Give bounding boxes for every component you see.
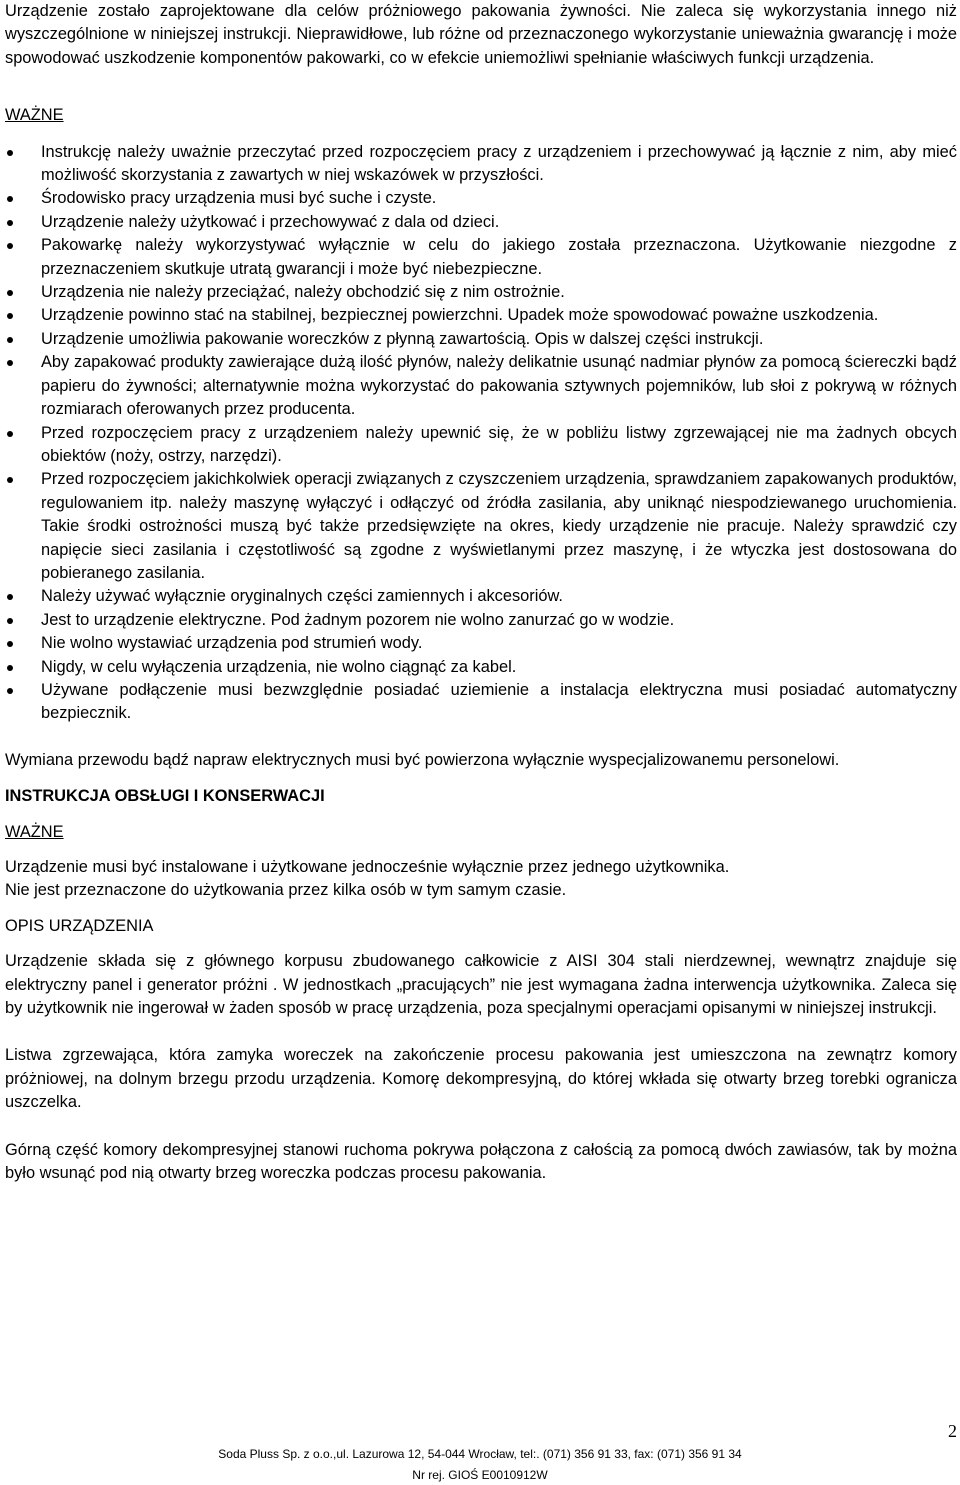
single-user-line-1: Urządzenie musi być instalowane i użytkowane jednocześnie wyłącznie przez jednego użytkownika.	[5, 858, 730, 876]
list-item: Instrukcję należy uważnie przeczytać przed rozpoczęciem pracy z urządzeniem i przechowywać ją łącznie z nim, aby mieć możliwość skorzystania z zawartych w niej wskazówek w przyszłości.	[5, 141, 957, 188]
list-item: Używane podłączenie musi bezwzględnie posiadać uziemienie a instalacja elektryczna musi posiadać automatyczny bezpiecznik.	[5, 679, 957, 726]
page-number: 2	[948, 1421, 957, 1441]
list-item: Przed rozpoczęciem pracy z urządzeniem należy upewnić się, że w pobliżu listwy zgrzewającej nie ma żadnych obcych obiektów (noży, ostrzy, narzędzi).	[5, 422, 957, 469]
bullet-icon	[7, 641, 13, 647]
bullet-icon	[7, 220, 13, 226]
list-item: Aby zapakować produkty zawierające dużą ilość płynów, należy delikatnie usunąć nadmiar płynów za pomocą ściereczki bądź papieru do żywności; alternatywnie można wykorzystać do pakowania sztywnych pojemników, lub słoi z pokrywą w różnych rozmiarach oferowanych przez producenta.	[5, 351, 957, 421]
bullet-icon	[7, 313, 13, 319]
list-item: Urządzenie powinno stać na stabilnej, bezpiecznej powierzchni. Upadek może spowodować poważne uszkodzenia.	[5, 304, 957, 327]
bullet-icon	[7, 477, 13, 483]
list-item: Należy używać wyłącznie oryginalnych części zamiennych i akcesoriów.	[5, 585, 957, 608]
list-item: Nigdy, w celu wyłączenia urządzenia, nie wolno ciągnąć za kabel.	[5, 656, 957, 679]
document-page	[5, 0, 957, 1185]
section-title: INSTRUKCJA OBSŁUGI I KONSERWACJI	[5, 787, 325, 806]
bullet-icon	[7, 150, 13, 156]
bullet-icon	[7, 665, 13, 671]
bullet-icon	[7, 594, 13, 600]
bullet-icon	[7, 431, 13, 437]
important-heading-1: WAŻNE	[5, 106, 64, 125]
list-item: Urządzenie umożliwia pakowanie woreczków z płynną zawartością. Opis w dalszej części instrukcji.	[5, 328, 957, 351]
description-paragraph-3: Górną część komory dekompresyjnej stanowi ruchoma pokrywa połączona z całością za pomocą dwóch zawiasów, tak by można było wsunąć pod nią otwarty brzeg woreczka podczas procesu pakowania.	[5, 1140, 957, 1183]
bullet-icon	[7, 360, 13, 366]
electrical-note: Wymiana przewodu bądź napraw elektrycznych musi być powierzona wyłącznie wyspecjalizowanemu personelowi.	[5, 750, 840, 769]
single-user-line-2: Nie jest przeznaczone do użytkowania przez kilka osób w tym samym czasie.	[5, 881, 567, 900]
list-item: Urządzenia nie należy przeciążać, należy obchodzić się z nim ostrożnie.	[5, 281, 957, 304]
bullet-icon	[7, 290, 13, 296]
list-item: Jest to urządzenie elektryczne. Pod żadnym pozorem nie wolno zanurzać go w wodzie.	[5, 609, 957, 632]
bullet-icon	[7, 618, 13, 624]
footer-address: Soda Pluss Sp. z o.o.,ul. Lazurowa 12, 54-044 Wrocław, tel:. (071) 356 91 33, fax: (071) 356 91 34	[218, 1447, 742, 1461]
list-item: Urządzenie należy użytkować i przechowywać z dala od dzieci.	[5, 211, 957, 234]
intro-paragraph: Urządzenie zostało zaprojektowane dla celów próżniowego pakowania żywności. Nie zaleca się wykorzystania innego niż wyszczególnione w niniejszej instrukcji. Nieprawidłowe, lub różne od przeznaczonego wykorzystanie unieważnia gwarancję i może spowodować uszkodzenie komponentów pakowarki, co w efekcie uniemożliwi spełnianie właściwych funkcji urządzenia.	[5, 2, 957, 67]
bullet-icon	[7, 196, 13, 202]
footer-registry: Nr rej. GIOŚ E0010912W	[412, 1468, 548, 1482]
bullet-icon	[7, 337, 13, 343]
list-item: Nie wolno wystawiać urządzenia pod strumień wody.	[5, 632, 957, 655]
description-paragraph-1: Urządzenie składa się z głównego korpusu zbudowanego całkowicie z AISI 304 stali nierdzewnej, wewnątrz znajduje się elektryczny panel i generator próżni . W jednostkach „pracujących” nie jest wymagana żadna interwencja użytkownika. Zaleca się by użytkownik nie ingerował w żaden sposób w pracę urządzenia, poza specjalnymi operacjami opisanymi w niniejszej instrukcji.	[5, 952, 957, 1018]
description-paragraph-2: Listwa zgrzewająca, która zamyka woreczek na zakończenie procesu pakowania jest umieszczona na zewnątrz komory próżniowej, na dolnym brzegu przodu urządzenia. Komorę dekompresyjną, do której wkłada się otwarty brzeg torebki ogranicza uszczelka.	[5, 1046, 957, 1112]
safety-bullet-list	[5, 141, 957, 726]
important-heading-2: WAŻNE	[5, 822, 64, 841]
list-item: Przed rozpoczęciem jakichkolwiek operacji związanych z czyszczeniem urządzenia, sprawdzaniem zapakowanych produktów, regulowaniem itp. należy maszynę wyłączyć i odłączyć od źródła zasilania, aby uniknąć niespodziewanego uruchomienia. Takie środki ostrożności muszą być także przedsięwzięte na okres, kiedy urządzenie nie pracuje. Należy sprawdzić czy napięcie sieci zasilania i częstotliwość są zgodne z wyświetlanymi przez maszynę, i że wtyczka jest dostosowana do pobieranego zasilania.	[5, 468, 957, 585]
bullet-icon	[7, 688, 13, 694]
list-item: Pakowarkę należy wykorzystywać wyłącznie w celu do jakiego została przeznaczona. Użytkowanie niezgodne z przeznaczeniem skutkuje utratą gwarancji i może być niebezpieczne.	[5, 234, 957, 281]
description-heading: OPIS URZĄDZENIA	[5, 916, 154, 935]
list-item: Środowisko pracy urządzenia musi być suche i czyste.	[5, 187, 957, 210]
bullet-icon	[7, 243, 13, 249]
